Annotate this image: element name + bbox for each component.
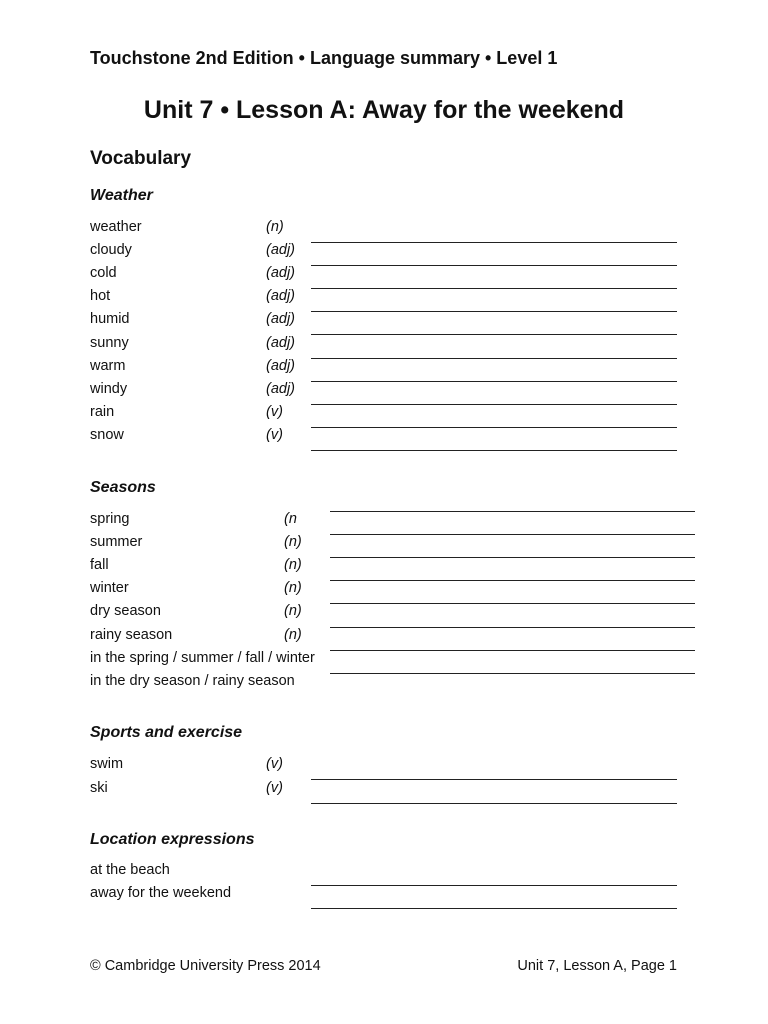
part-of-speech: (n [284,511,297,527]
answer-line[interactable] [311,450,677,451]
part-of-speech: (adj) [266,288,296,305]
part-of-speech: (v) [266,403,283,420]
group-heading-seasons: Seasons [90,479,156,496]
part-of-speech: (v) [266,756,283,772]
part-of-speech: (adj) [266,357,296,374]
section-title: Vocabulary [90,148,192,169]
vocab-word: dry season [90,603,161,620]
answer-line[interactable] [311,358,677,359]
vocab-word: warm [90,357,126,374]
vocab-word: spring [90,511,130,527]
answer-line[interactable] [330,650,695,651]
part-of-speech: (n) [284,580,302,597]
vocab-word: in the dry season / rainy season [90,672,295,689]
vocab-word: hot [90,288,111,305]
vocab-word: cloudy [90,242,132,259]
part-of-speech: (adj) [266,311,296,328]
answer-line[interactable] [311,885,677,886]
vocab-word: sunny [90,334,129,351]
vocab-word: snow [90,426,124,443]
vocab-word: weather [90,219,142,235]
vocab-word: ski [90,779,108,796]
group-heading-sports: Sports and exercise [90,724,243,741]
answer-line[interactable] [330,534,695,535]
vocab-word: summer [90,534,143,551]
answer-line[interactable] [311,265,677,266]
vocab-word: windy [90,380,128,397]
group-heading-location: Location expressions [90,831,255,848]
answer-line[interactable] [311,427,677,428]
answer-line[interactable] [330,580,695,581]
answer-line[interactable] [330,627,695,628]
group-heading-weather: Weather [90,187,153,204]
answer-line[interactable] [311,242,677,243]
vocab-word: away for the weekend [90,885,232,901]
answer-line[interactable] [330,603,695,604]
answer-line[interactable] [330,673,695,674]
page-title: Unit 7 • Lesson A: Away for the weekend [143,96,625,124]
part-of-speech: (v) [266,779,283,796]
part-of-speech: (n) [266,219,284,235]
answer-line[interactable] [311,311,677,312]
answer-line[interactable] [311,803,677,804]
answer-line[interactable] [311,908,677,909]
vocab-word: rain [90,403,115,420]
answer-line[interactable] [330,557,695,558]
part-of-speech: (n) [284,626,302,643]
vocab-word: humid [90,311,130,328]
part-of-speech: (n) [284,534,302,551]
page-number-footer: Unit 7, Lesson A, Page 1 [517,958,677,974]
vocab-word: fall [90,557,109,574]
part-of-speech: (adj) [266,265,296,282]
vocab-word: swim [90,756,124,772]
part-of-speech: (n) [284,603,302,620]
vocab-word: rainy season [90,626,173,643]
document-header: Touchstone 2nd Edition • Language summary • Level 1 [90,48,558,68]
vocab-word: in the spring / summer / fall / winter [90,649,315,666]
answer-line[interactable] [311,334,677,335]
part-of-speech: (v) [266,426,283,443]
answer-line[interactable] [330,511,695,512]
part-of-speech: (adj) [266,334,296,351]
vocab-word: winter [90,580,129,597]
answer-line[interactable] [311,404,677,405]
part-of-speech: (adj) [266,242,296,259]
part-of-speech: (adj) [266,380,296,397]
vocab-word: at the beach [90,862,170,878]
answer-line[interactable] [311,288,677,289]
answer-line[interactable] [311,779,677,780]
vocab-word: cold [90,265,117,282]
part-of-speech: (n) [284,557,302,574]
answer-line[interactable] [311,381,677,382]
copyright-footer: © Cambridge University Press 2014 [90,958,321,974]
